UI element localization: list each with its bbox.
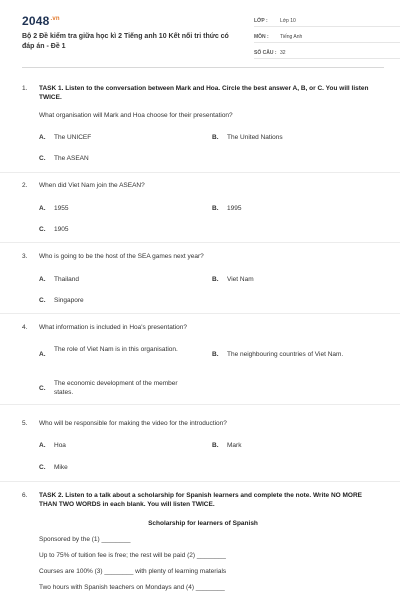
note-line-1: Sponsored by the (1) ________ [39, 536, 131, 543]
task-instruction: TASK 2. Listen to a talk about a scholarship for Spanish learners and complete the note. Write NO MORE THAN TWO WORDS in each blank. You will listen TWICE. [39, 492, 363, 508]
option-text: Hoa [54, 442, 66, 449]
option-2c[interactable] [39, 225, 68, 234]
option-2a[interactable] [39, 204, 68, 213]
option-label: A. [39, 442, 46, 449]
meta-key: SỐ CÂU : [254, 50, 277, 56]
question-number: 1. [22, 85, 28, 92]
divider [0, 172, 400, 173]
option-text: The UNICEF [54, 134, 92, 141]
option-1b[interactable] [212, 133, 283, 142]
option-label: B. [212, 205, 219, 212]
meta-key: LỚP : [254, 18, 268, 24]
option-2b[interactable] [212, 204, 241, 213]
meta-row-class [254, 14, 400, 27]
option-label: C. [39, 385, 46, 392]
option-text: The economic development of the member states. [54, 380, 178, 396]
question-text: Who is going to be the host of the SEA games next year? [39, 253, 204, 260]
divider [0, 404, 400, 405]
question-text: Who will be responsible for making the video for the introduction? [39, 420, 227, 427]
option-3c[interactable] [39, 296, 84, 305]
question-text: What information is included in Hoa's presentation? [39, 324, 187, 331]
option-label: B. [212, 442, 219, 449]
option-label: A. [39, 134, 46, 141]
note-line-2: Up to 75% of tuition fee is free; the rest will be paid (2) ________ [39, 552, 226, 559]
option-text: Thailand [54, 276, 79, 283]
option-text: Viet Nam [227, 276, 254, 283]
option-text: Singapore [54, 297, 84, 304]
option-1a[interactable] [39, 133, 91, 142]
option-3b[interactable] [212, 275, 254, 284]
option-label: C. [39, 297, 46, 304]
question-number: 4. [22, 324, 28, 331]
option-1c[interactable] [39, 154, 89, 163]
document-title: Bộ 2 Đề kiểm tra giữa học kì 2 Tiếng anh 10 Kết nối tri thức có đáp án - Đề 1 [22, 33, 229, 50]
option-label: B. [212, 351, 219, 358]
option-label: A. [39, 205, 46, 212]
option-5c[interactable] [39, 463, 68, 472]
option-label: C. [39, 464, 46, 471]
divider [0, 481, 400, 482]
question-number: 3. [22, 253, 28, 260]
document-meta [254, 14, 400, 62]
meta-value: 32 [280, 50, 286, 56]
divider [0, 242, 400, 243]
question-text: When did Viet Nam join the ASEAN? [39, 182, 145, 189]
option-3a[interactable] [39, 275, 79, 284]
option-label: B. [212, 276, 219, 283]
task-instruction: TASK 1. Listen to the conversation between Mark and Hoa. Circle the best answer A, B, or C. You will listen TWICE. [39, 85, 369, 101]
divider [0, 313, 400, 314]
option-text: 1905 [54, 226, 69, 233]
option-5a[interactable] [39, 441, 66, 450]
option-label: A. [39, 351, 46, 358]
option-5b[interactable] [212, 441, 241, 450]
option-label: B. [212, 134, 219, 141]
note-line-4: Two hours with Spanish teachers on Mondays and (4) ________ [39, 584, 225, 591]
option-label: C. [39, 226, 46, 233]
meta-row-count [254, 46, 400, 59]
option-text: The role of Viet Nam is in this organisation. [54, 346, 178, 353]
option-text: Mark [227, 442, 242, 449]
meta-value: Lớp 10 [280, 18, 296, 24]
option-text: The neighbouring countries of Viet Nam. [227, 351, 344, 358]
option-text: The United Nations [227, 134, 283, 141]
option-text: Mike [54, 464, 68, 471]
question-text: What organisation will Mark and Hoa choose for their presentation? [39, 112, 233, 119]
option-4b[interactable] [212, 350, 343, 359]
option-4a[interactable] [39, 345, 179, 358]
option-text: The ASEAN [54, 155, 89, 162]
question-number: 5. [22, 420, 28, 427]
logo-text: 2048 [22, 14, 50, 28]
meta-row-subject [254, 30, 400, 43]
option-text: 1955 [54, 205, 69, 212]
option-label: C. [39, 155, 46, 162]
meta-value: Tiếng Anh [280, 34, 303, 40]
meta-key: MÔN : [254, 34, 269, 40]
logo-suffix: .vn [50, 16, 60, 22]
option-4c[interactable] [39, 379, 194, 397]
option-label: A. [39, 276, 46, 283]
note-heading: Scholarship for learners of Spanish [148, 520, 258, 527]
document-header [22, 0, 384, 68]
note-line-3: Courses are 100% (3) ________ with plenty of learning materials [39, 568, 227, 575]
question-number: 2. [22, 182, 28, 189]
question-number: 6. [22, 492, 28, 499]
option-text: 1995 [227, 205, 242, 212]
site-logo[interactable] [22, 14, 60, 28]
